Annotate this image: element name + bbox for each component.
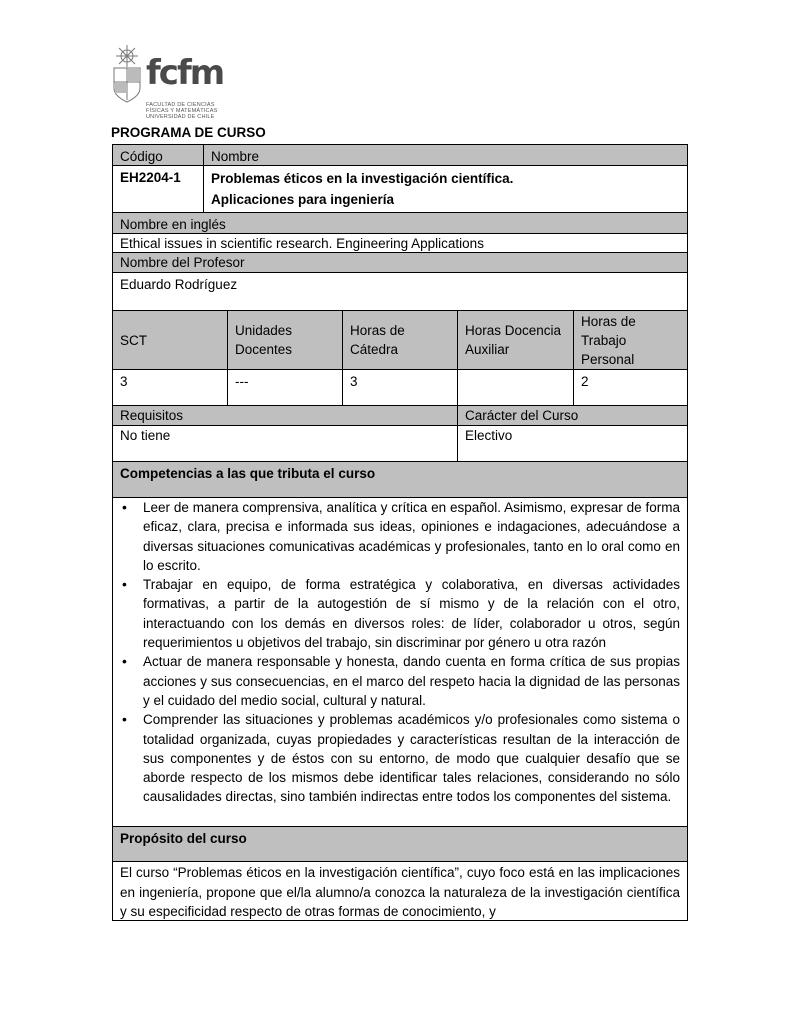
course-character-value: Electivo — [457, 425, 688, 461]
brand-wordmark: fcfm — [146, 53, 224, 93]
requirements-label: Requisitos — [112, 405, 457, 425]
requirements-value: No tiene — [112, 425, 457, 461]
competency-item: • Trabajar en equipo, de forma estratégica y colaborativa, en diversas actividades formativas, a partir de la autogestión de sí mismo y de la relación con el otro, interactuando con los demás en diversos roles: de líder, colaborador u otros, según requerimientos u objetivos del trabajo, sin discriminar por género u otra razón — [119, 575, 680, 652]
english-name-label: Nombre en inglés — [112, 212, 688, 233]
professor-label-row — [112, 252, 688, 272]
name-label: Nombre — [203, 144, 688, 165]
purpose-header-row — [112, 826, 688, 861]
university-seal-icon — [108, 44, 146, 104]
page-title: PROGRAMA DE CURSO — [111, 125, 266, 140]
competency-item: • Leer de manera comprensiva, analítica y crítica en español. Asimismo, expresar de forma eficaz, clara, precisa e informada sus ideas, opiniones e indagaciones, adecuándose a diversas situaciones comunicativas académicas y profesionales, tanto en lo oral como en lo escrito. — [119, 498, 680, 575]
hours-header-sct: SCT — [112, 310, 227, 369]
fcfm-logo — [108, 44, 232, 124]
requirements-label-row — [112, 405, 688, 425]
professor-label: Nombre del Profesor — [112, 252, 688, 272]
purpose-title: Propósito del curso — [112, 826, 688, 861]
purpose-body-row — [112, 861, 688, 921]
hours-value-teaching-units: --- — [227, 369, 342, 405]
code-label: Código — [112, 144, 203, 165]
hours-header-row — [112, 310, 688, 369]
hours-value-auxiliary — [457, 369, 573, 405]
hours-value-sct: 3 — [112, 369, 227, 405]
professor-value-row — [112, 272, 688, 310]
competencies-list-cell — [112, 497, 688, 826]
requirements-value-row — [112, 425, 688, 461]
competencies-body-row — [112, 497, 688, 826]
professor-name: Eduardo Rodríguez — [112, 272, 688, 310]
purpose-text: El curso “Problemas éticos en la investigación científica”, cuyo foco está en las implicaciones en ingeniería, propone que el/la alumno/a conozca la naturaleza de la investigación científica y su especificidad respecto de otras formas de conocimiento, y — [112, 861, 688, 921]
competencies-list — [119, 498, 680, 807]
institution-name: FACULTAD DE CIENCIAS FÍSICAS Y MATEMÁTICAS UNIVERSIDAD DE CHILE — [146, 102, 218, 120]
hours-header-personal: Horas de Trabajo Personal — [573, 310, 688, 369]
course-code: EH2204-1 — [112, 165, 203, 212]
competencies-title: Competencias a las que tributa el curso — [112, 461, 688, 497]
course-character-label: Carácter del Curso — [457, 405, 688, 425]
hours-value-lecture: 3 — [342, 369, 457, 405]
course-name: Problemas éticos en la investigación científica. Aplicaciones para ingeniería — [203, 165, 688, 212]
competency-item: • Comprender las situaciones y problemas académicos y/o profesionales como sistema o totalidad organizada, cuyas propiedades y características resultan de la interacción de sus componentes y de éstos con su entorno, de modo que cualquier desafío que se aborde respecto de los mismos debe identificar tales relaciones, considerando no sólo causalidades directas, sino también indirectas entre todos los componentes del sistema. — [119, 710, 680, 806]
hours-header-auxiliary: Horas Docencia Auxiliar — [457, 310, 573, 369]
code-name-header-row — [112, 144, 688, 165]
english-name-value-row — [112, 233, 688, 252]
code-name-value-row — [112, 165, 688, 212]
hours-header-lecture: Horas de Cátedra — [342, 310, 457, 369]
english-name: Ethical issues in scientific research. Engineering Applications — [112, 233, 688, 252]
hours-value-row — [112, 369, 688, 405]
hours-header-teaching-units: Unidades Docentes — [227, 310, 342, 369]
competencies-header-row — [112, 461, 688, 497]
english-name-label-row — [112, 212, 688, 233]
competency-item: • Actuar de manera responsable y honesta, dando cuenta en forma crítica de sus propias acciones y sus consecuencias, en el marco del respeto hacia la dignidad de las personas y el cuidado del medio social, cultural y natural. — [119, 652, 680, 710]
hours-value-personal: 2 — [573, 369, 688, 405]
